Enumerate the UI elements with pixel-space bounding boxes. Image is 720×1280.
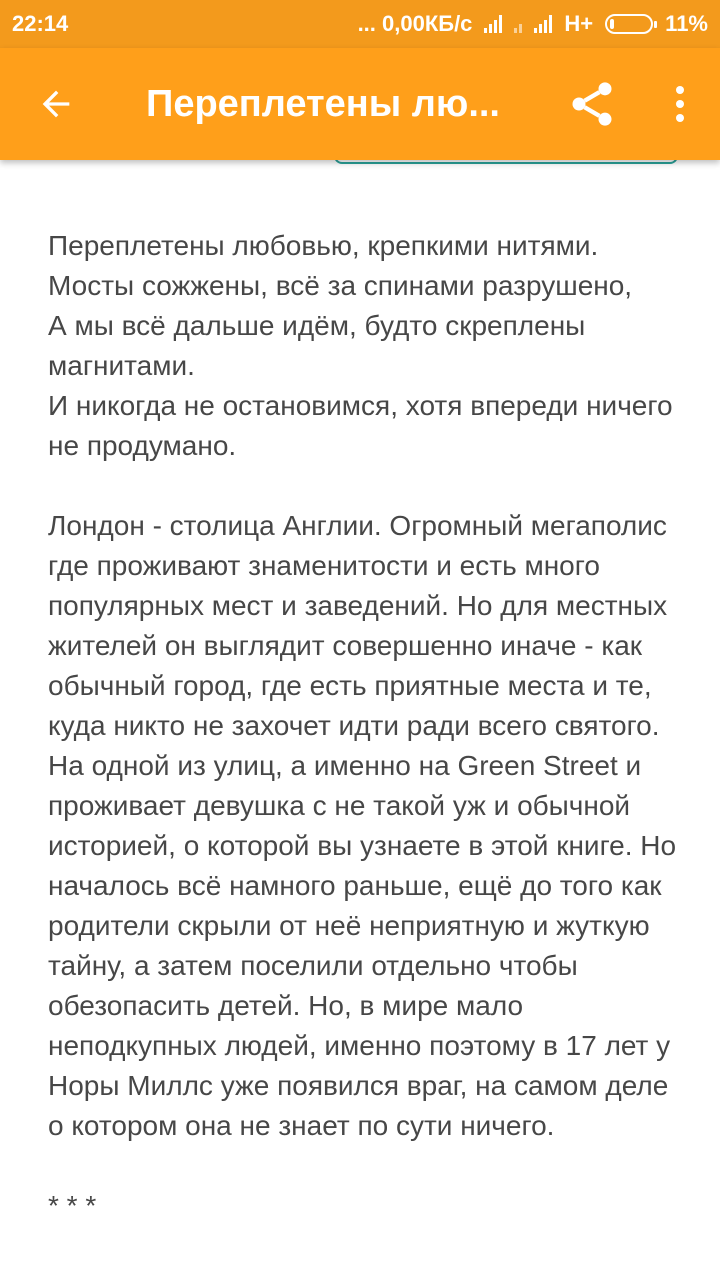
back-button[interactable] [0,48,112,160]
share-icon [566,78,618,130]
signal-icon [534,15,552,33]
signal-icon [484,15,502,33]
page-title: Переплетены лю... [146,82,500,125]
data-transfer-icon [514,15,522,33]
section-separator: * * * [48,1190,97,1221]
status-bar [0,0,720,48]
arrow-back-icon [36,84,76,124]
network-type: H+ [564,11,594,36]
app-bar [0,48,720,160]
book-text [48,226,678,1266]
status-icons [358,11,708,37]
network-speed: ... 0,00КБ/с [357,11,473,36]
more-vertical-icon [674,84,686,124]
battery-percent: 11% [665,11,708,36]
poem-paragraph: Переплетены любовью, крепкими нитями. Мосты сожжены, всё за спинами разрушено, А мы всё дальше идём, будто скреплены магнитами. И никогда не остановимся, хотя впереди ничего не продумано. [48,230,673,461]
status-time: 22:14 [12,11,69,36]
share-button[interactable] [544,48,640,160]
battery-icon [605,14,653,34]
description-paragraph: Лондон - столица Англии. Огромный мегаполис где проживают знаменитости и есть много популярных мест и заведений. Но для местных жителей он выглядит совершенно иначе - как обычный город, где есть приятные места и те, куда никто не захочет идти ради всего святого. На одной из улиц, а именно на Green Street и проживает девушка с не такой уж и обычной историей, о которой вы узнаете в этой книге. Но началось всё намного раньше, ещё до того как родители скрыли от неё неприятную и жуткую тайну, а затем поселили отдельно чтобы обезопасить детей. Но, в мире мало неподкупных людей, именно поэтому в 17 лет у Норы Миллс уже появился враг, на самом деле о котором она не знает по сути ничего. [48,510,677,1141]
more-options-button[interactable] [640,48,720,160]
battery-fill [610,19,614,29]
